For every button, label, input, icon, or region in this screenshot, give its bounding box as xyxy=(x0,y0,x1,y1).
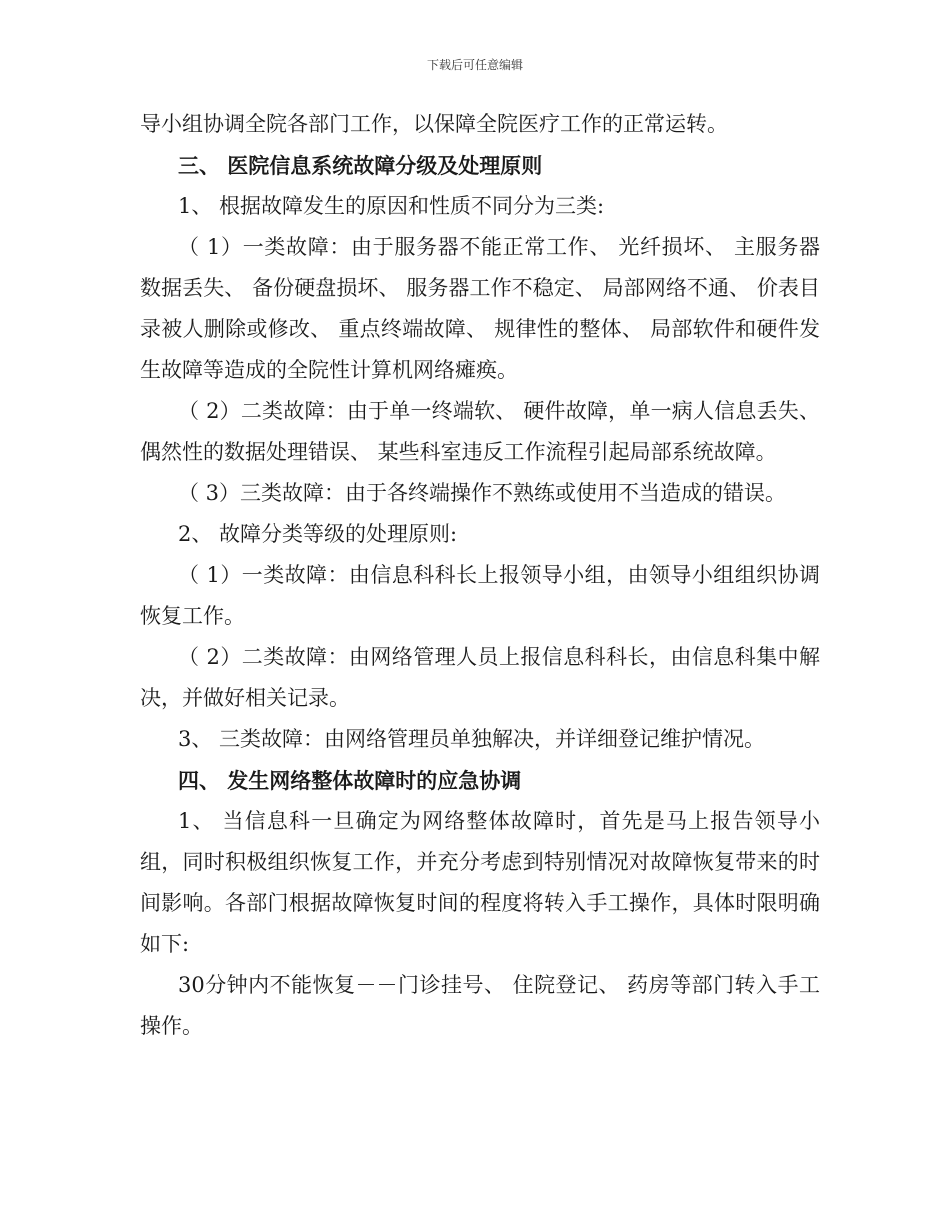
paragraph-handling-class-2: （ 2）二类故障：由网络管理人员上报信息科科长，由信息科集中解决，并做好相关记录。 xyxy=(140,645,820,710)
paragraph-fault-class-3: （ 3）三类故障：由于各终端操作不熟练或使用不当造成的错误。 xyxy=(178,481,787,505)
paragraph-fault-class-1: （ 1）一类故障：由于服务器不能正常工作、 光纤损坏、 主服务器数据丢失、 备份硬盘损坏、 服务器工作不稳定、 局部网络不通、 价表目录被人删除或修改、 重点终端故障、 规律性的整体、 局部软件和硬件发生故障等造成的全院性计算机网络瘫痪。 xyxy=(140,235,820,382)
paragraph-handling-class-1: （ 1）一类故障：由信息科科长上报领导小组，由领导小组组织协调恢复工作。 xyxy=(140,563,820,628)
paragraph-classification-intro: 1、 根据故障发生的原因和性质不同分为三类: xyxy=(178,194,605,218)
paragraph-fault-class-2: （ 2）二类故障：由于单一终端软、 硬件故障，单一病人信息丢失、 偶然性的数据处理错误、 某些科室违反工作流程引起局部系统故障。 xyxy=(140,399,820,464)
paragraph-time-limit-30min: 30分钟内不能恢复－－门诊挂号、 住院登记、 药房等部门转入手工操作。 xyxy=(140,973,820,1038)
section-heading-4: 四、 发生网络整体故障时的应急协调 xyxy=(178,768,522,793)
paragraph-handling-intro: 2、 故障分类等级的处理原则: xyxy=(178,522,458,546)
page-header: 下载后可任意编辑 xyxy=(426,58,523,72)
section-heading-3: 三、 医院信息系统故障分级及处理原则 xyxy=(178,153,543,178)
document-body xyxy=(140,104,820,1047)
paragraph-continuation: 导小组协调全院各部门工作，以保障全院医疗工作的正常运转。 xyxy=(140,112,728,136)
paragraph-emergency-coordination: 1、 当信息科一旦确定为网络整体故障时，首先是马上报告领导小组，同时积极组织恢复工作，并充分考虑到特别情况对故障恢复带来的时间影响。各部门根据故障恢复时间的程度将转入手工操作，具体时限明确如下: xyxy=(140,809,820,956)
paragraph-handling-class-3: 3、 三类故障：由网络管理员单独解决，并详细登记维护情况。 xyxy=(178,727,766,751)
